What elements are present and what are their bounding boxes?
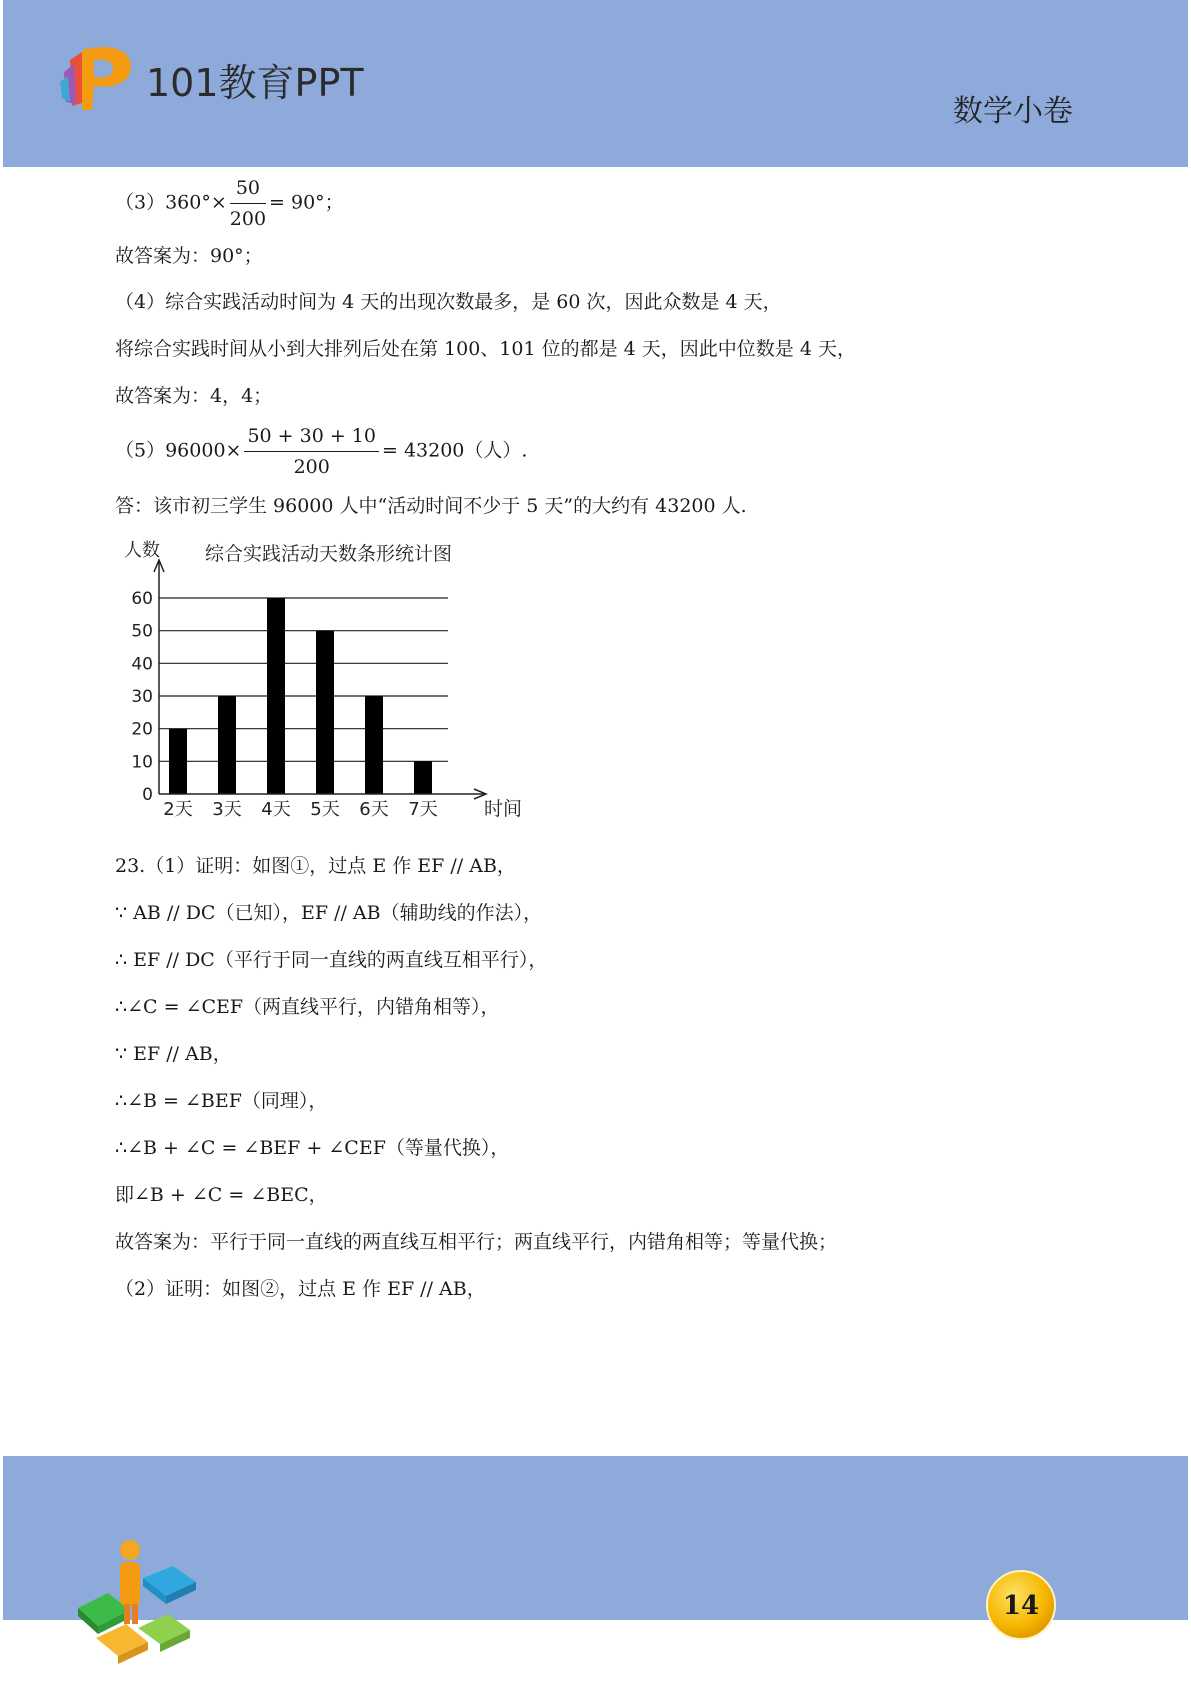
chart-yticks [131,589,153,805]
proof-line: ∴∠B + ∠C = ∠BEF + ∠CEF（等量代换）， [115,1137,510,1159]
conclusion-line: 答：该市初三学生 96000 人中“活动时间不少于 5 天”的大约有 43200 人. [115,495,747,517]
proof-line: 即∠B + ∠C = ∠BEC， [115,1184,328,1206]
x-tick-label: 7天 [408,799,438,820]
chart-xlabel: 时间 [484,798,523,820]
x-tick-label: 3天 [212,799,242,820]
y-tick-label: 30 [131,687,153,707]
y-tick-label: 50 [131,621,153,642]
y-tick-label: 60 [131,589,153,609]
proof-line: ∵ AB // DC（已知），EF // AB（辅助线的作法）， [115,902,543,924]
answer-summary-line: 故答案为：平行于同一直线的两直线互相平行；两直线平行，内错角相等；等量代换； [115,1231,838,1253]
x-tick-label: 4天 [261,799,291,820]
x-tick-label: 5天 [310,799,340,820]
solution-line-3: （3）360°× $\frac{50}{200}$ = 90°； [115,177,344,230]
brand-name: 101教育PPT [146,61,364,105]
chart-title: 综合实践活动天数条形统计图 [205,543,453,565]
x-tick-label: 2天 [163,799,193,820]
proof-line: ∴∠C = ∠CEF（两直线平行，内错角相等）， [115,996,500,1018]
solution-line-4: （4）综合实践活动时间为 4 天的出现次数最多，是 60 次，因此众数是 4 天， [115,291,782,313]
x-tick-label: 6天 [359,799,389,820]
bar-7天 [414,761,432,794]
median-line: 将综合实践时间从小到大排列后处在第 100、101 位的都是 4 天，因此中位数是 4 天， [115,338,856,360]
solution-line-5: （5）96000× $\frac{50 + 30 + 10}{200}$ = 43200（人）. [115,425,528,478]
page-number-badge [985,1569,1057,1641]
fraction: $\frac{50 + 30 + 10}{200}$ [244,423,379,480]
y-tick-label: 20 [131,719,153,740]
y-tick-label: 10 [131,752,153,773]
chart-xticks [163,799,437,820]
y-tick-label: 40 [131,654,153,675]
page-number: 14 [1002,1591,1040,1621]
proof-line: ∵ EF // AB， [115,1043,232,1065]
bar-5天 [316,631,334,794]
chart-grid [159,598,448,761]
chart-ylabel: 人数 [124,540,160,561]
document-type-label: 数学小卷 [953,94,1073,129]
proof-line: （2）证明：如图②，过点 E 作 EF // AB， [115,1278,486,1300]
proof-line: 23.（1）证明：如图①，过点 E 作 EF // AB， [115,855,516,877]
bar-3天 [218,696,236,794]
brand-logo-icon [60,42,140,114]
answer-line: 故答案为：90°； [115,245,263,267]
bar-4天 [267,598,285,794]
y-tick-label: 0 [142,785,153,805]
bar-2天 [169,729,187,794]
fraction: $\frac{50}{200}$ [229,177,267,230]
answer-line: 故答案为：4，4； [115,385,273,407]
proof-line: ∴∠B = ∠BEF（同理）， [115,1090,328,1112]
blocks-mascot-icon [68,1538,218,1668]
page-header [3,0,1188,167]
bar-chart [112,532,532,832]
proof-line: ∴ EF // DC（平行于同一直线的两直线互相平行）， [115,949,548,971]
bar-6天 [365,696,383,794]
